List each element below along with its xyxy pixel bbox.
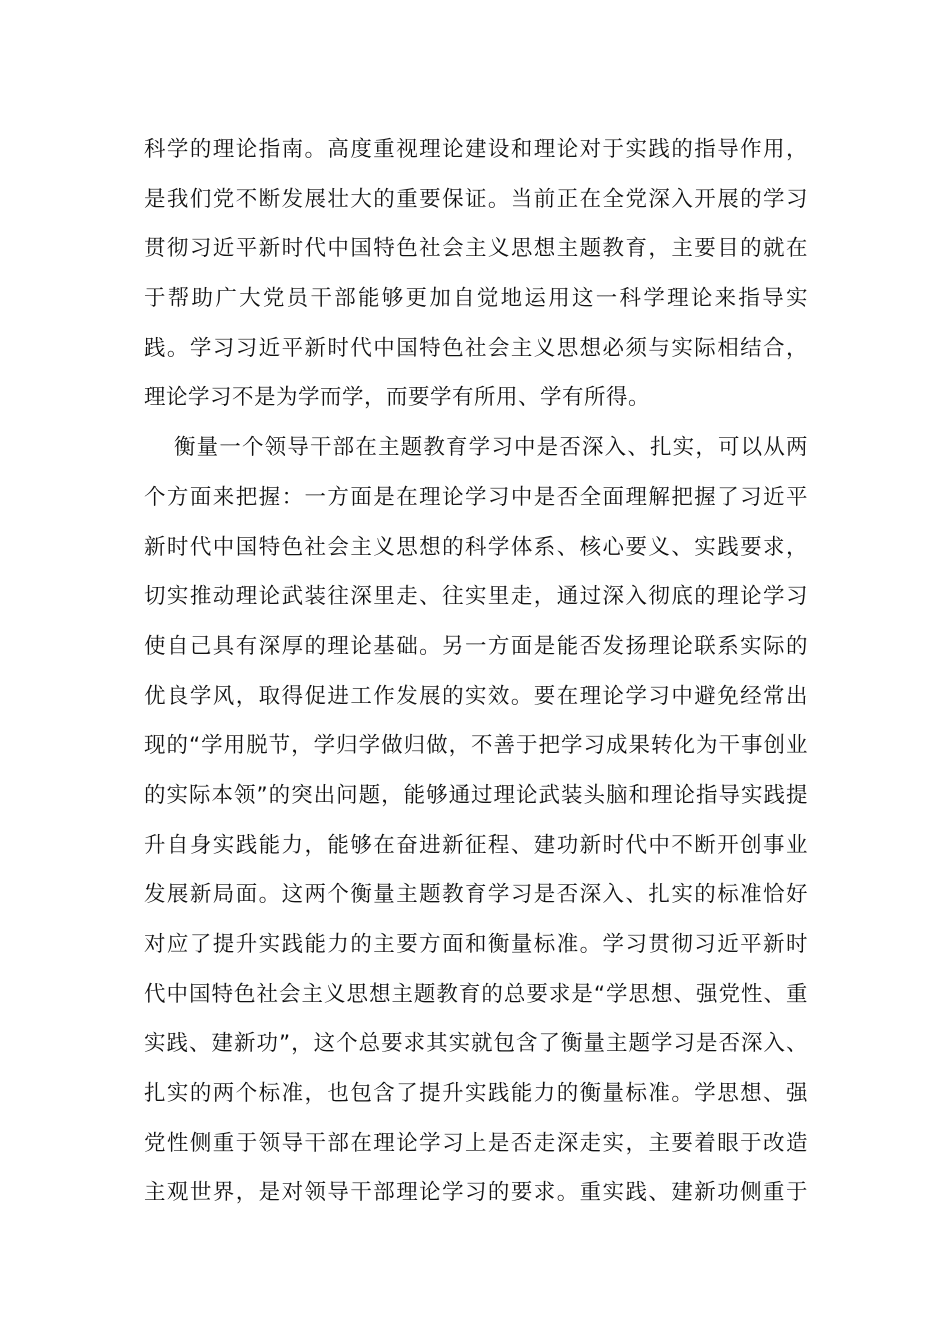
text-line: 优良学风，取得促进工作发展的实效。要在理论学习中避免经常出 [144, 683, 808, 709]
text-line: 代中国特色社会主义思想主题教育的总要求是“学思想、强党性、重 [144, 981, 808, 1007]
text-line: 现的“学用脱节，学归学做归做，不善于把学习成果转化为干事创业 [144, 733, 808, 759]
text-line: 是我们党不断发展壮大的重要保证。当前正在全党深入开展的学习 [144, 186, 808, 212]
text-line: 党性侧重于领导干部在理论学习上是否走深走实，主要着眼于改造 [144, 1130, 808, 1156]
body-text [144, 125, 808, 1218]
text-line: 贯彻习近平新时代中国特色社会主义思想主题教育，主要目的就在 [144, 236, 808, 262]
text-line: 衡量一个领导干部在主题教育学习中是否深入、扎实，可以从两 [174, 435, 808, 461]
text-line: 发展新局面。这两个衡量主题教育学习是否深入、扎实的标准恰好 [144, 882, 808, 908]
text-line: 新时代中国特色社会主义思想的科学体系、核心要义、实践要求， [144, 534, 808, 560]
text-line: 对应了提升实践能力的主要方面和衡量标准。学习贯彻习近平新时 [144, 932, 808, 957]
text-line: 主观世界，是对领导干部理论学习的要求。重实践、建新功侧重于 [144, 1180, 808, 1206]
text-line: 践。学习习近平新时代中国特色社会主义思想必须与实际相结合， [144, 335, 808, 361]
text-line: 使自己具有深厚的理论基础。另一方面是能否发扬理论联系实际的 [144, 633, 808, 659]
text-line: 升自身实践能力，能够在奋进新征程、建功新时代中不断开创事业 [144, 832, 808, 858]
text-line: 个方面来把握：一方面是在理论学习中是否全面理解把握了习近平 [144, 484, 808, 510]
text-line: 切实推动理论武装往深里走、往实里走，通过深入彻底的理论学习 [144, 584, 808, 610]
text-line: 扎实的两个标准，也包含了提升实践能力的衡量标准。学思想、强 [144, 1081, 808, 1107]
text-line: 于帮助广大党员干部能够更加自觉地运用这一科学理论来指导实 [144, 286, 808, 312]
text-line: 科学的理论指南。高度重视理论建设和理论对于实践的指导作用， [144, 137, 808, 162]
text-line: 实践、建新功”，这个总要求其实就包含了衡量主题学习是否深入、 [144, 1031, 808, 1057]
text-line: 的实际本领”的突出问题，能够通过理论武装头脑和理论指导实践提 [144, 782, 808, 808]
text-line: 理论学习不是为学而学，而要学有所用、学有所得。 [144, 385, 651, 411]
